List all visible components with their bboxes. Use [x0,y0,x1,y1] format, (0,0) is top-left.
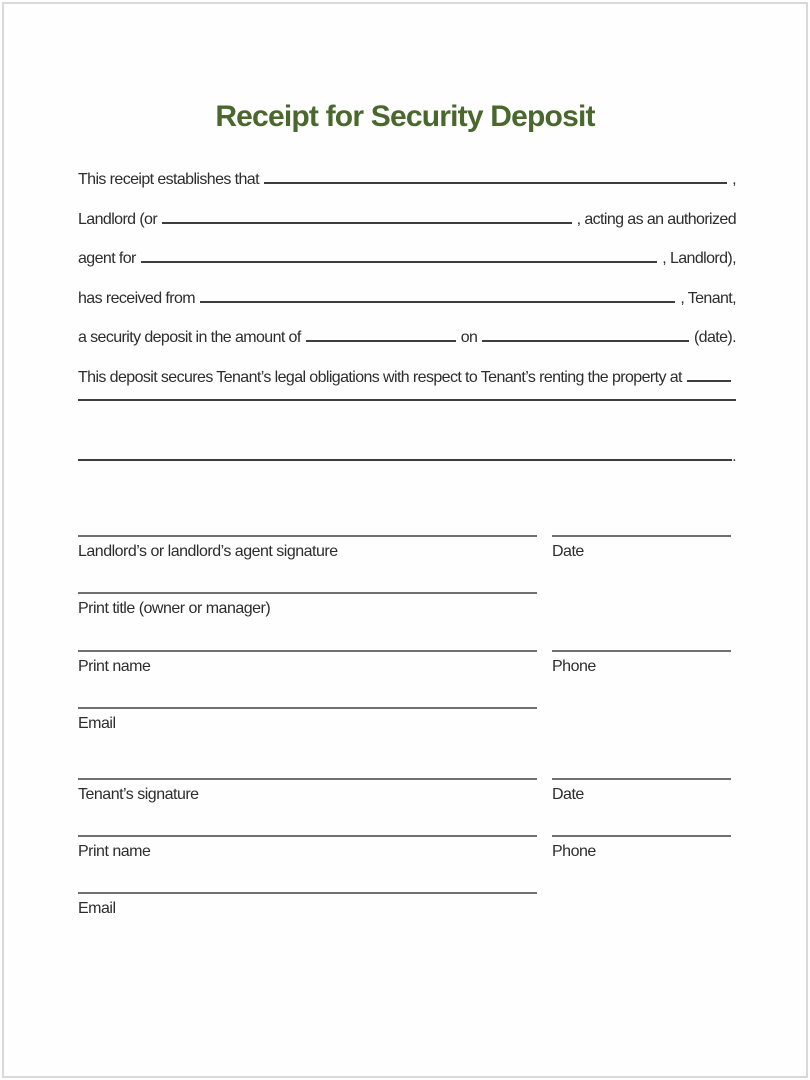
form-line-4 [78,279,736,319]
tenant-date-label: Date [552,786,584,803]
line2-text-post: , acting as an authorized [576,210,736,228]
tenant-signature-label: Tenant’s signature [78,786,199,803]
landlord-date-field[interactable] [552,535,731,561]
line2-text: Landlord (or [78,210,158,228]
blank-principal-landlord-name[interactable] [141,259,657,263]
tenant-email-field[interactable] [78,892,537,918]
blank-landlord-name[interactable] [264,180,727,184]
landlord-print-title-field[interactable] [78,592,537,618]
line3-text-post: , Landlord), [662,250,736,267]
landlord-email-field[interactable] [78,707,537,733]
landlord-email-label: Email [78,715,116,732]
blank-agent-name[interactable] [162,220,572,224]
line6-text: This deposit secures Tenant’s legal obligations with respect to Tenant’s renting the property at [78,368,682,386]
line8-punct: . [732,447,736,465]
blank-tenant-name[interactable] [200,299,675,303]
tenant-date-field[interactable] [552,778,731,804]
form-line-7 [78,397,736,437]
tenant-print-name-label: Print name [78,843,151,860]
blank-deposit-amount[interactable] [306,338,456,342]
line1-text: This receipt establishes that [78,171,259,188]
tenant-signature-field[interactable] [78,778,537,804]
form-line-8 [78,437,736,477]
landlord-signature-field[interactable] [78,535,537,561]
blank-property-address-2[interactable] [78,397,736,401]
tenant-email-label: Email [78,900,116,917]
form-line-1 [78,160,736,200]
blank-property-address-1[interactable] [687,378,731,382]
line1-punct: , [732,171,736,188]
line5-text-post: (date). [693,329,736,346]
landlord-print-title-label: Print title (owner or manager) [78,600,271,617]
tenant-phone-label: Phone [552,843,596,860]
line5-text-mid: on [460,329,478,346]
form-line-6 [78,358,736,398]
page-title: Receipt for Security Deposit [215,100,595,134]
form-line-2 [78,200,736,240]
tenant-phone-field[interactable] [552,835,731,861]
blank-property-address-3[interactable] [78,457,732,461]
tenant-print-name-field[interactable] [78,835,537,861]
form-line-5 [78,318,736,358]
line3-text: agent for [78,250,136,267]
form-line-3 [78,239,736,279]
form-body [78,160,736,476]
landlord-print-name-field[interactable] [78,650,537,676]
landlord-phone-label: Phone [552,658,596,675]
landlord-signature-label: Landlord’s or landlord’s agent signature [78,543,338,560]
blank-deposit-date[interactable] [482,338,689,342]
line5-text: a security deposit in the amount of [78,329,301,346]
line4-text: has received from [78,289,195,307]
line4-text-post: , Tenant, [680,289,736,307]
landlord-phone-field[interactable] [552,650,731,676]
landlord-date-label: Date [552,543,584,560]
landlord-print-name-label: Print name [78,658,151,675]
